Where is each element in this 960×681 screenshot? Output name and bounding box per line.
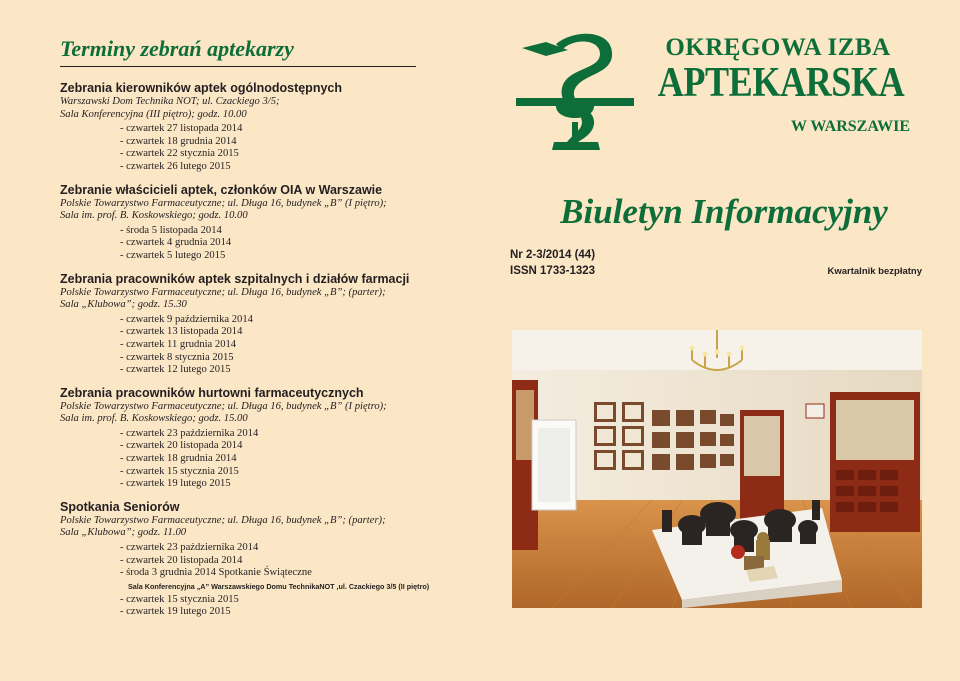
date-list: [120, 314, 460, 377]
meeting-date: - środa 5 listopada 2014: [120, 224, 222, 236]
meeting-date: - środa 3 grudnia 2014 Spotkanie Świąteczne: [120, 567, 312, 579]
meeting-date: - czwartek 18 grudnia 2014: [120, 135, 237, 147]
issue-number: Nr 2-3/2014 (44): [510, 249, 596, 261]
free-quarterly-label: Kwartalnik bezpłatny: [827, 266, 922, 277]
pharmacy-museum-photo: [512, 330, 922, 608]
meeting-date: - czwartek 20 listopada 2014: [120, 554, 243, 566]
cover-column: [508, 0, 928, 681]
meeting-date: - czwartek 15 stycznia 2015: [120, 465, 239, 477]
venue-line: Sala „Klubowa”; godz. 15.30: [60, 299, 187, 311]
issn: ISSN 1733-1323: [510, 265, 596, 277]
meeting-date: - czwartek 26 lutego 2015: [120, 160, 231, 172]
date-list: [120, 225, 460, 263]
section-heading: Spotkania Seniorów: [60, 499, 180, 514]
date-list: [120, 123, 460, 173]
meeting-date: - czwartek 4 grudnia 2014: [120, 237, 232, 249]
meeting-date: - czwartek 15 stycznia 2015: [120, 593, 239, 605]
meeting-date: - czwartek 8 stycznia 2015: [120, 351, 234, 363]
meeting-section: [60, 81, 460, 174]
meeting-date: - czwartek 27 listopada 2014: [120, 123, 243, 135]
meeting-date: - czwartek 23 października 2014: [120, 427, 259, 439]
location-note: Sala Konferencyjna „A” Warszawskiego Domu TechnikaNOT ,ul. Czackiego 3/5 (II piętro): [128, 581, 430, 591]
title-divider: [60, 66, 416, 67]
meeting-section: [60, 183, 460, 263]
meeting-date: - czwartek 22 stycznia 2015: [120, 148, 239, 160]
org-name-line1: OKRĘGOWA IZBA: [665, 34, 891, 61]
pharmacy-interior-illustration: [512, 330, 922, 608]
meeting-date: - czwartek 12 lutego 2015: [120, 364, 231, 376]
venue-line: Polskie Towarzystwo Farmaceutyczne; ul. Długa 16, budynek „B” (I piętro);: [60, 197, 387, 209]
date-list: [120, 594, 460, 619]
venue-line: Polskie Towarzystwo Farmaceutyczne; ul. Długa 16, budynek „B” (I piętro);: [60, 400, 387, 412]
section-heading: Zebranie właścicieli aptek, członków OIA w Warszawie: [60, 182, 383, 197]
meeting-date: - czwartek 20 listopada 2014: [120, 440, 243, 452]
section-heading: Zebrania kierowników aptek ogólnodostępnych: [60, 81, 342, 95]
date-list: [120, 428, 460, 491]
section-heading: Zebrania pracowników hurtowni farmaceutycznych: [60, 385, 364, 400]
meetings-column: [60, 36, 460, 628]
meeting-date: - czwartek 13 listopada 2014: [120, 326, 243, 338]
section-heading: Zebrania pracowników aptek szpitalnych i działów farmacji: [60, 271, 410, 286]
meeting-date: - czwartek 5 lutego 2015: [120, 249, 226, 261]
meeting-section: [60, 500, 460, 619]
pharmacy-serpent-bowl-logo-icon: [516, 30, 634, 152]
org-name-line3: W WARSZAWIE: [790, 118, 910, 135]
meeting-section: [60, 386, 460, 491]
venue-line: Polskie Towarzystwo Farmaceutyczne; ul. Długa 16, budynek „B”; (parter);: [60, 514, 386, 526]
org-name-line2: APTEKARSKA: [657, 60, 905, 106]
page-title: Terminy zebrań aptekarzy: [60, 36, 294, 61]
bulletin-title: Biuletyn Informacyjny: [560, 192, 888, 231]
venue-line: Sala im. prof. B. Koskowskiego; godz. 10.00: [60, 210, 248, 222]
meeting-date: - czwartek 19 lutego 2015: [120, 606, 231, 618]
venue-line: Sala „Klubowa”; godz. 11.00: [60, 527, 187, 539]
venue-line: Sala Konferencyjna (III piętro); godz. 10.00: [60, 108, 247, 120]
meeting-date: - czwartek 19 lutego 2015: [120, 478, 231, 490]
meeting-date: - czwartek 23 października 2014: [120, 542, 259, 554]
issue-info: [510, 247, 595, 279]
meeting-date: - czwartek 11 grudnia 2014: [120, 338, 237, 350]
meeting-date: - czwartek 9 października 2014: [120, 313, 253, 325]
date-list: [120, 542, 460, 580]
venue-line: Warszawski Dom Technika NOT; ul. Czackiego 3/5;: [60, 96, 280, 107]
meeting-section: [60, 272, 460, 377]
venue-line: Polskie Towarzystwo Farmaceutyczne; ul. Długa 16, budynek „B”; (parter);: [60, 286, 386, 298]
meetings-list: [60, 81, 460, 619]
meeting-date: - czwartek 18 grudnia 2014: [120, 453, 237, 465]
venue-line: Sala im. prof. B. Koskowskiego; godz. 15.00: [60, 413, 248, 425]
